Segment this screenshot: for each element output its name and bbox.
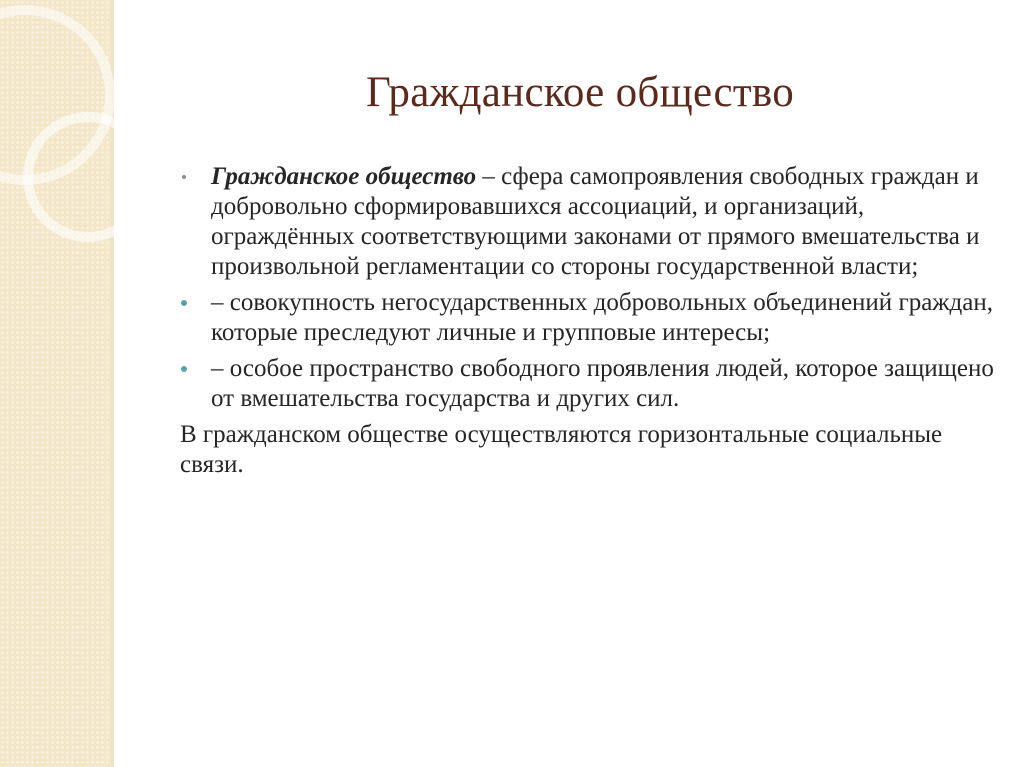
summary-paragraph: В гражданском обществе осуществляются горизонтальные социальные связи. [180, 421, 943, 478]
bullet-dot-icon [182, 175, 186, 179]
bullet-text: – особое пространство свободного проявления людей, которое защищено от вмешательства государства и других сил. [211, 355, 994, 412]
slide-title: Гражданское общество [365, 69, 795, 116]
decorative-circles [0, 0, 140, 300]
bullet-item-space [180, 354, 1010, 414]
slide-content [180, 162, 1010, 480]
bullet-text: – сфера самопроявления свободных граждан и добровольно сформировавшихся ассоциаций, и организаций, ограждённых соответствующими законами от прямого вмешательства и произвольной регламентации со стороны государственной власти; [211, 163, 980, 280]
bullet-dot-icon [181, 300, 187, 306]
bullet-dot-icon [181, 366, 187, 372]
bullet-item-definition [180, 162, 1010, 282]
bullet-item-associations [180, 288, 1010, 348]
term-highlight: Гражданское общество [211, 163, 477, 190]
decorative-circle-large [0, 10, 110, 180]
bullet-text: – совокупность негосударственных добровольных объединений граждан, которые преследуют личные и групповые интересы; [211, 289, 994, 346]
